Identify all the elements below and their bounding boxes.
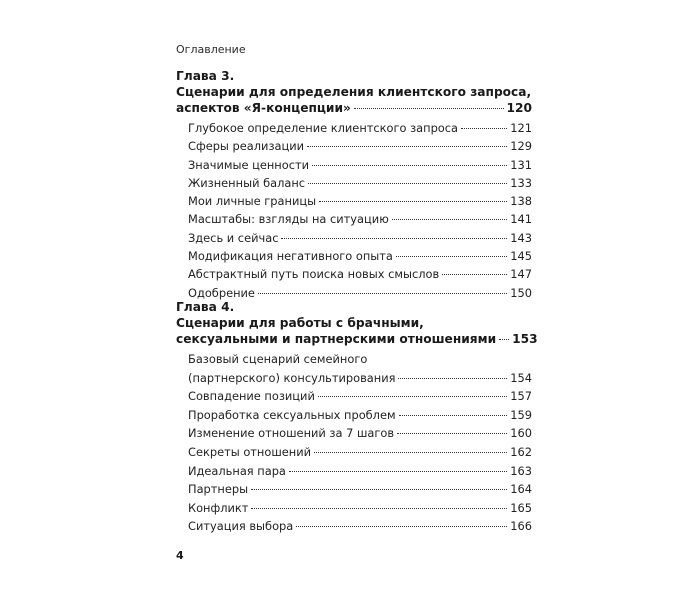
chapter-title-text: аспектов «Я-концепции» <box>176 101 351 115</box>
entry-page: 157 <box>510 389 532 404</box>
toc-entry <box>176 480 532 499</box>
toc-entry <box>176 119 532 137</box>
dot-leader <box>307 146 507 147</box>
entry-page: 145 <box>510 249 532 264</box>
entry-page: 121 <box>510 121 532 135</box>
entry-page: 143 <box>510 230 532 245</box>
dot-leader <box>281 238 507 239</box>
entry-page: 162 <box>510 444 532 459</box>
entry-title: Значимые ценности <box>188 157 310 172</box>
chapter-entries <box>176 350 532 536</box>
entry-title: Секреты отношений <box>188 444 312 459</box>
entry-title: Мои личные границы <box>188 194 317 209</box>
entry-page: 141 <box>510 212 532 227</box>
entry-title: Сферы реализации <box>188 139 305 154</box>
toc-entry <box>176 247 532 265</box>
toc-entry <box>176 265 532 283</box>
chapter-page: 153 <box>512 332 538 346</box>
entry-title: Абстрактный путь поиска новых смыслов <box>188 267 440 282</box>
entry-page: 147 <box>510 267 532 282</box>
chapter-title-line: Сценарии для определения клиентского запроса, <box>176 85 532 99</box>
toc-entry <box>176 443 532 462</box>
entry-title: Партнеры <box>188 482 249 497</box>
toc-entry <box>176 424 532 443</box>
entry-title: Ситуация выбора <box>188 519 294 534</box>
page-number: 4 <box>176 549 184 562</box>
entry-page: 150 <box>510 285 532 300</box>
entry-page: 159 <box>510 407 532 422</box>
dot-leader <box>399 415 508 416</box>
chapter-entries <box>176 119 532 302</box>
dot-leader <box>251 489 507 490</box>
dot-leader <box>314 452 507 453</box>
dot-leader <box>397 433 507 434</box>
entry-page: 131 <box>510 157 532 172</box>
chapter-3 <box>176 68 532 302</box>
entry-page: 160 <box>510 426 532 441</box>
entry-title: Идеальная пара <box>188 463 286 478</box>
entry-title: Здесь и сейчас <box>188 230 279 245</box>
toc-entry <box>176 229 532 247</box>
dot-leader <box>251 508 507 509</box>
toc-entry <box>176 387 532 406</box>
entry-title: Масштабы: взгляды на ситуацию <box>188 212 389 227</box>
dot-leader <box>392 219 507 220</box>
entry-title: Совпадение позиций <box>188 389 315 404</box>
entry-page: 166 <box>510 519 532 534</box>
chapter-label: Глава 4. <box>176 300 235 314</box>
chapter-title-last-line <box>176 331 538 347</box>
entry-page: 165 <box>510 500 532 515</box>
entry-title: Модификация негативного опыта <box>188 249 393 264</box>
entry-page: 164 <box>510 482 532 497</box>
entry-title-line: Базовый сценарий семейного <box>188 352 368 366</box>
entry-title: Жизненный баланс <box>188 175 306 190</box>
dot-leader <box>318 396 507 397</box>
toc-entry <box>176 137 532 155</box>
toc-entry <box>176 156 532 174</box>
dot-leader <box>258 293 507 294</box>
entry-page: 138 <box>510 194 532 209</box>
dot-leader <box>319 201 507 202</box>
toc-entry <box>176 499 532 518</box>
entry-title: Изменение отношений за 7 шагов <box>188 426 395 441</box>
entry-title: (партнерского) консультирования <box>188 370 396 385</box>
entry-page: 154 <box>510 370 532 385</box>
entry-title: Проработка сексуальных проблем <box>188 407 396 422</box>
chapter-page: 120 <box>506 101 532 115</box>
chapter-title-line: Сценарии для работы с брачными, <box>176 316 424 330</box>
entry-page: 163 <box>510 463 532 478</box>
dot-leader <box>461 128 507 129</box>
dot-leader <box>296 526 507 527</box>
toc-entry <box>176 406 532 425</box>
running-header: Оглавление <box>176 43 246 56</box>
entry-title: Глубокое определение клиентского запроса <box>188 121 459 135</box>
dot-leader <box>398 378 507 379</box>
entry-title: Конфликт <box>188 500 249 515</box>
toc-entry <box>176 192 532 210</box>
chapter-4 <box>176 299 538 536</box>
chapter-title-text: сексуальными и партнерскими отношениями <box>176 332 497 346</box>
toc-entry <box>176 350 532 387</box>
dot-leader <box>354 108 504 109</box>
dot-leader <box>396 256 507 257</box>
toc-entry <box>176 462 532 481</box>
toc-entry <box>176 517 532 536</box>
dot-leader <box>308 183 507 184</box>
entry-title-last-line <box>188 369 532 388</box>
entry-page: 133 <box>510 175 532 190</box>
dot-leader <box>312 165 507 166</box>
chapter-title-last-line <box>176 100 532 116</box>
chapter-label: Глава 3. <box>176 69 235 83</box>
entry-title: Одобрение <box>188 285 255 300</box>
dot-leader <box>289 471 507 472</box>
dot-leader <box>499 339 509 340</box>
toc-entry <box>176 174 532 192</box>
entry-page: 129 <box>510 139 532 154</box>
toc-entry <box>176 210 532 228</box>
dot-leader <box>442 274 507 275</box>
